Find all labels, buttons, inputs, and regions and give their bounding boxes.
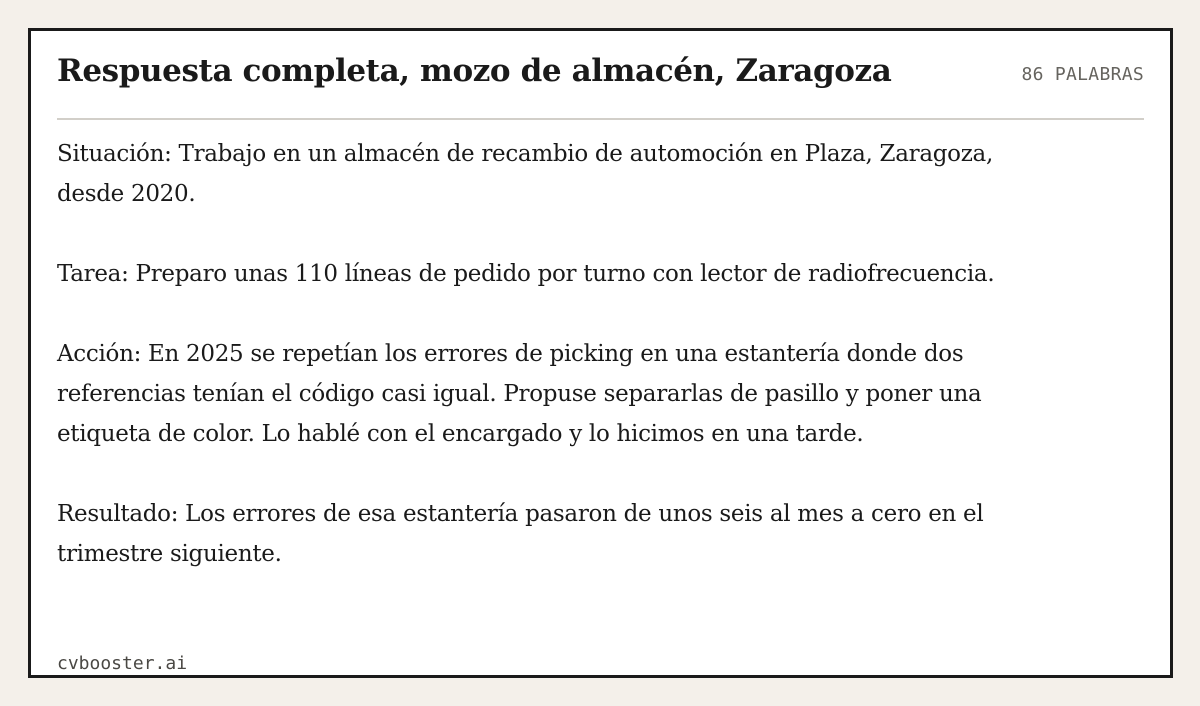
paragraph-accion: Acción: En 2025 se repetían los errores de picking en una estantería donde dos referencias tenían el código casi igual. Propuse separarlas de pasillo y poner una etiqueta de color. Lo hablé con el encargado y lo hicimos en una tarde. <box>57 341 982 447</box>
card-header <box>57 31 1144 120</box>
word-count-badge: 86 PALABRAS <box>1021 64 1144 85</box>
paragraph-resultado: Resultado: Los errores de esa estantería pasaron de unos seis al mes a cero en el trimestre siguiente. <box>57 501 984 567</box>
answer-card <box>28 28 1173 678</box>
paragraph-situacion: Situación: Trabajo en un almacén de recambio de automoción en Plaza, Zaragoza, desde 2020. <box>57 141 993 207</box>
paragraph-tarea: Tarea: Preparo unas 110 líneas de pedido por turno con lector de radiofrecuencia. <box>57 261 995 287</box>
card-title: Respuesta completa, mozo de almacén, Zaragoza <box>57 53 892 89</box>
footer-brand: cvbooster.ai <box>57 653 188 674</box>
answer-body <box>57 134 1047 574</box>
